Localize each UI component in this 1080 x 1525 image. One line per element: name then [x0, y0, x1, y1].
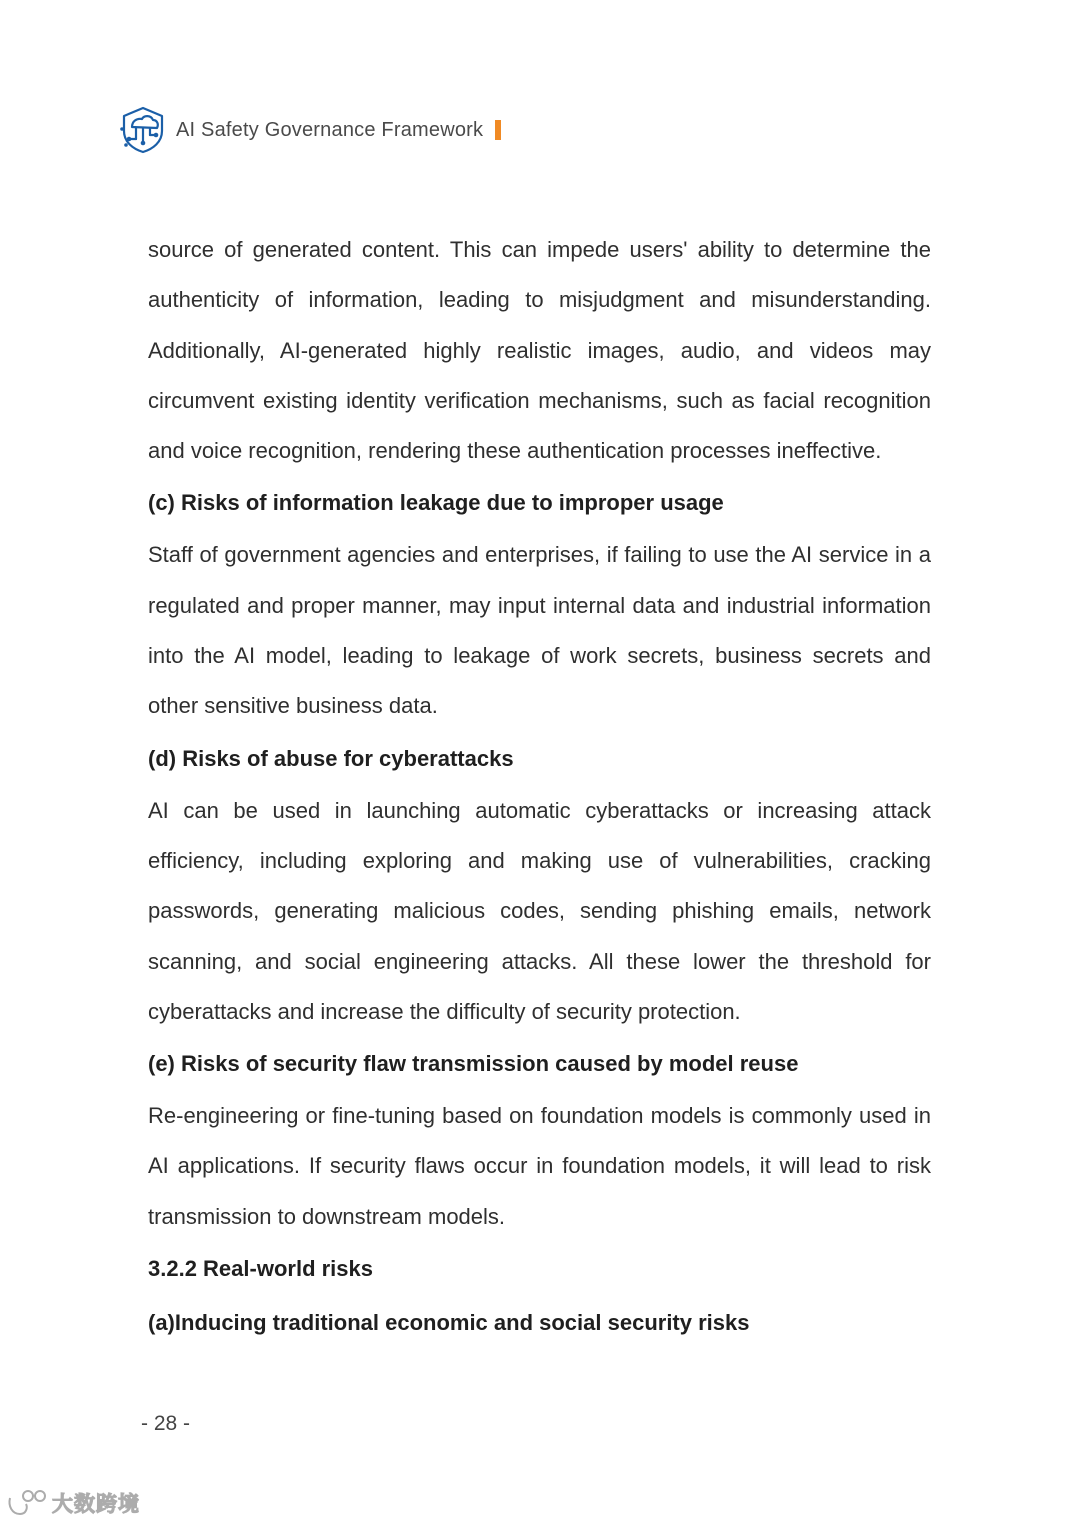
page-number: - 28 - — [141, 1412, 191, 1435]
section-d-heading: (d) Risks of abuse for cyberattacks — [148, 745, 514, 771]
section-e-paragraph: Re-engineering or fine-tuning based on foundation models is commonly used in AI applications. If security flaws occur in foundation models, it will lead to risk transmission to downstream models. — [148, 1103, 931, 1229]
watermark — [6, 1486, 140, 1520]
section-c-heading: (c) Risks of information leakage due to improper usage — [148, 490, 724, 516]
section-c-paragraph: Staff of government agencies and enterprises, if failing to use the AI service in a regulated and proper manner, may input internal data and industrial information into the AI model, leading to leakage of work secrets, business secrets and other sensitive business data. — [148, 542, 931, 719]
watermark-logo-icon — [6, 1486, 50, 1520]
watermark-text: 大数跨境 — [52, 1493, 140, 1516]
header-title: AI Safety Governance Framework — [176, 118, 484, 141]
intro-paragraph: source of generated content. This can impede users' ability to determine the authenticity of information, leading to misjudgment and misunderstanding. Additionally, AI-generated highly realistic images, audio, and videos may circumvent existing identity verification mechanisms, such as facial recognition and voice recognition, rendering these authentication processes ineffective. — [148, 237, 931, 464]
section-d-paragraph: AI can be used in launching automatic cyberattacks or increasing attack efficiency, including exploring and making use of vulnerabilities, cracking passwords, generating malicious codes, sending phishing emails, network scanning, and social engineering attacks. All these lower the threshold for cyberattacks and increase the difficulty of security protection. — [148, 797, 931, 1024]
header-accent-bar — [495, 120, 501, 140]
shield-circuit-logo-icon — [118, 105, 168, 155]
page-content — [148, 225, 931, 1350]
section-a-heading: (a)Inducing traditional economic and social security risks — [148, 1310, 750, 1336]
page-header — [118, 104, 501, 156]
section-e-heading: (e) Risks of security flaw transmission caused by model reuse — [148, 1051, 799, 1077]
section-3-2-2-heading: 3.2.2 Real-world risks — [148, 1256, 373, 1282]
